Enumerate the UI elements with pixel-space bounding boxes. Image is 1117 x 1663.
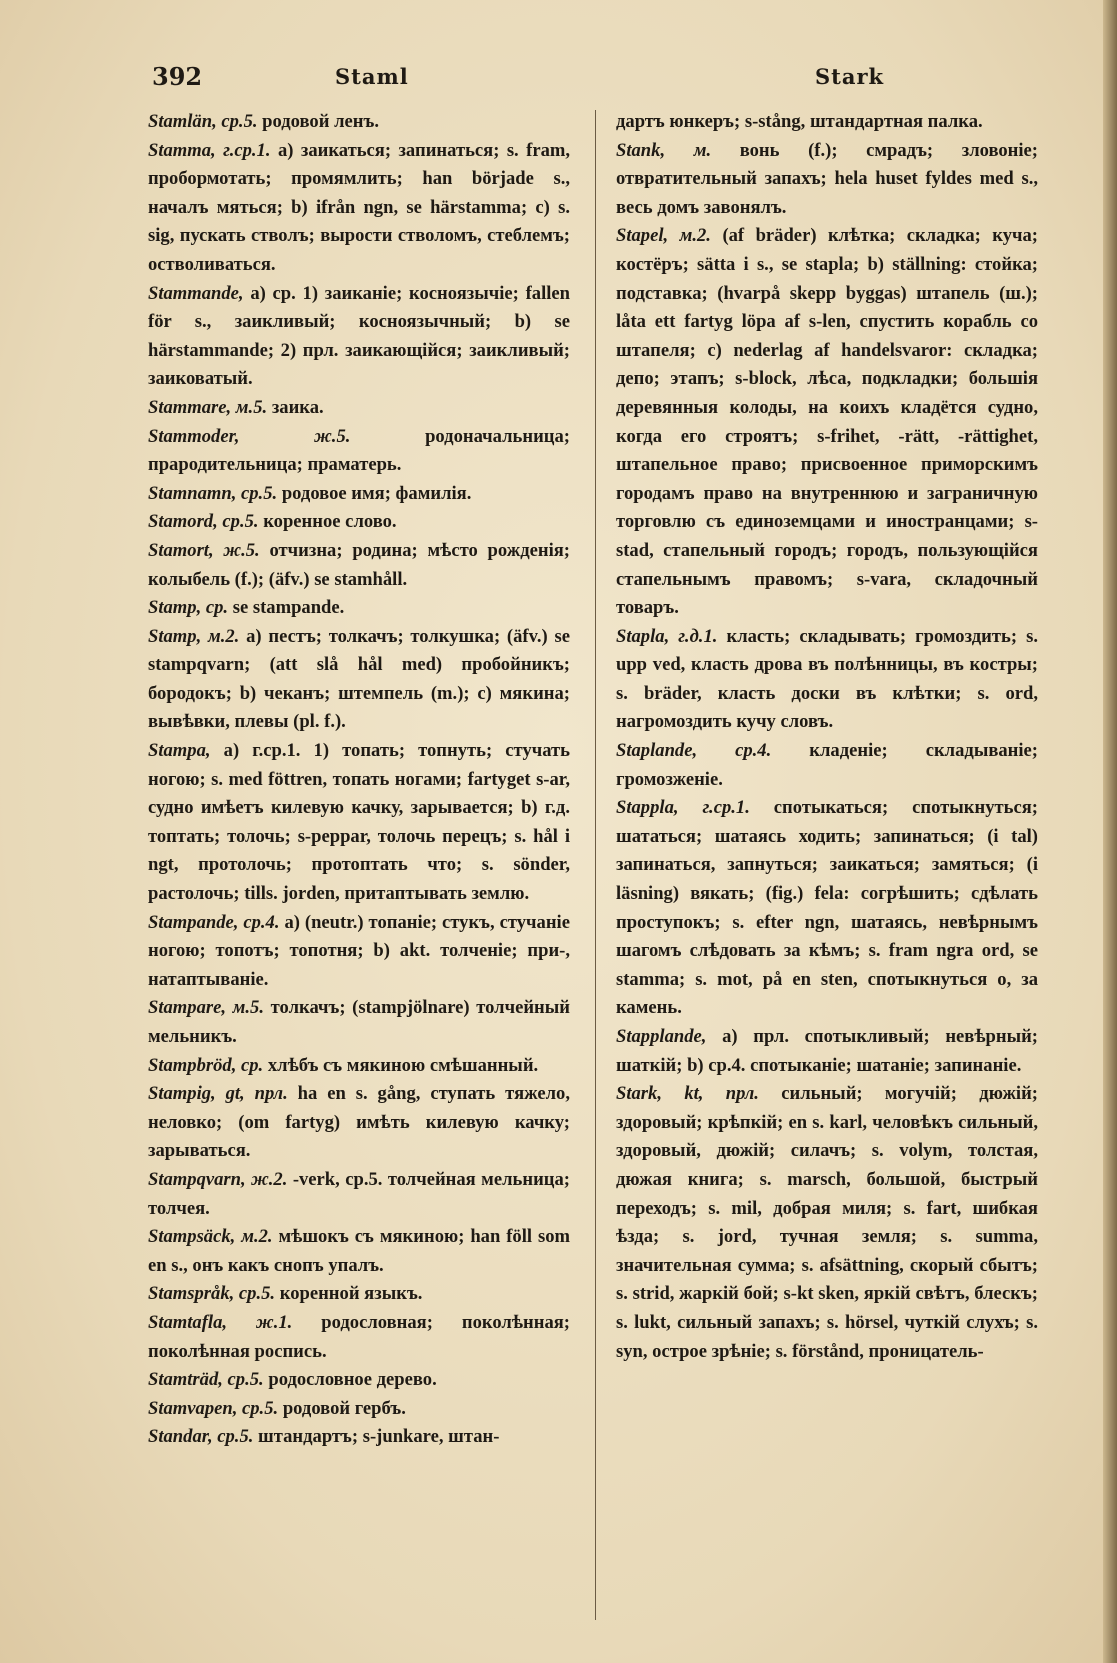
entry-definition: а) заикаться; запинаться; s. fram, пробормотать; промямлить; han började s., началъ мяться; b) ifrån ngn, se härstamma; c) s. sig, пускать стволъ; вырости стволомъ, стеблемъ; остволиваться. bbox=[148, 139, 571, 275]
dictionary-entry bbox=[616, 794, 1038, 1023]
dictionary-entry bbox=[148, 1166, 570, 1223]
dictionary-entry bbox=[148, 508, 570, 537]
entry-definition: ha en s. gång, ступать тяжело, неловко; (om fartyg) имѣть килевую качку; зарываться. bbox=[148, 1083, 570, 1162]
entry-headword: Stamma, г.ср.1. bbox=[148, 139, 271, 161]
entry-headword: Stampare, м.5. bbox=[148, 997, 264, 1019]
dictionary-entry bbox=[148, 1223, 570, 1280]
dictionary-entry bbox=[616, 1080, 1038, 1366]
entry-headword: Stamord, ср.5. bbox=[148, 511, 259, 533]
entry-definition: родоначальница; прародительница; праматерь. bbox=[148, 425, 570, 476]
column-divider bbox=[595, 110, 596, 1620]
entry-headword: Stamp, ср. bbox=[148, 597, 229, 619]
entry-definition: вонь (f.); смрадъ; зловоніе; отвратительный запахъ; hela huset fyldes med s., весь домъ завонялъ. bbox=[616, 139, 1038, 218]
entry-definition: коренной языкъ. bbox=[279, 1283, 423, 1305]
entry-headword: Stampande, ср.4. bbox=[148, 911, 280, 933]
entry-definition: а) (neutr.) топаніе; стукъ, стучаніе ногою; топотъ; топотня; b) akt. толченіе; при-, натаптываніе. bbox=[148, 911, 570, 990]
entry-definition: спотыкаться; спотыкнуться; шататься; шатаясь ходить; запинаться; (i tal) запинаться, запнуться; заикаться; замяться; (i läsning) вякать; (fig.) fela: согрѣшить; сдѣлать проступокъ; s. efter ngn, шатаясь, невѣрнымъ шагомъ слѣдовать за кѣмъ; s. fram ngra ord, se stamma; s. mot, på en sten, спотыкнуться о, за камень. bbox=[616, 797, 1038, 1019]
entry-headword: Stamlän, ср.5. bbox=[148, 111, 258, 132]
entry-headword: Stark, kt, прл. bbox=[616, 1083, 759, 1105]
dictionary-entry bbox=[148, 108, 570, 137]
entry-headword: Stampqvarn, ж.2. bbox=[148, 1168, 288, 1190]
entry-definition: а) пестъ; толкачъ; толкушка; (äfv.) se stampqvarn; (att slå hål med) пробойникъ; бородокъ; b) чеканъ; штемпель (m.); c) мякина; вывѣвки, плевы (pl. f.). bbox=[148, 625, 570, 733]
entry-headword: Stank, м. bbox=[616, 139, 712, 161]
dictionary-entry bbox=[148, 1423, 570, 1452]
entry-headword: Stappla, г.ср.1. bbox=[616, 797, 750, 819]
entry-headword: Staplande, ср.4. bbox=[616, 740, 772, 762]
entry-headword: Stammoder, ж.5. bbox=[148, 425, 351, 447]
page-header bbox=[0, 62, 1117, 102]
dictionary-entry bbox=[148, 480, 570, 509]
dictionary-entry bbox=[616, 737, 1038, 794]
dictionary-entry bbox=[616, 623, 1038, 737]
dictionary-entry bbox=[148, 994, 570, 1051]
entry-definition: а) ср. 1) заиканіе; косноязычіе; fallen för s., заикливый; косноязычный; b) se härstammande; 2) прл. заикающійся; заикливый; заиковатый. bbox=[148, 282, 571, 390]
entry-headword: Stampbröd, ср. bbox=[148, 1054, 264, 1076]
entry-headword: Stampig, gt, прл. bbox=[148, 1083, 288, 1105]
dictionary-entry bbox=[148, 1395, 570, 1424]
entry-definition: заика. bbox=[271, 396, 324, 418]
dictionary-entry bbox=[148, 1080, 570, 1166]
entry-definition: se stampande. bbox=[232, 597, 345, 619]
dictionary-entry bbox=[148, 537, 570, 594]
dictionary-entry bbox=[148, 280, 570, 394]
entry-headword: Stamort, ж.5. bbox=[148, 539, 260, 561]
entry-definition: -verk, ср.5. толчейная мельница; толчея. bbox=[148, 1168, 570, 1219]
entry-headword: Stammare, м.5. bbox=[148, 396, 268, 418]
entry-definition: штандартъ; s-junkare, штан- bbox=[258, 1426, 500, 1448]
left-column bbox=[148, 108, 570, 1452]
entry-headword: Stamvapen, ср.5. bbox=[148, 1397, 279, 1419]
entry-definition: дартъ юнкеръ; s-stång, штандартная палка. bbox=[616, 111, 983, 132]
entry-definition: а) прл. спотыкливый; невѣрный; шаткій; b) ср.4. спотыканіе; шатаніе; запинаніе. bbox=[616, 1026, 1038, 1076]
entry-headword: Stapla, г.д.1. bbox=[616, 625, 718, 647]
entry-definition: сильный; могучій; дюжій; здоровый; крѣпкій; en s. karl, человѣкъ сильный, здоровый, дюжій; силачъ; s. volym, толстая, дюжая книга; s. marsch, большой, быстрый переходъ; s. mil, добрая миля; s. fart, шибкая ѣзда; s. jord, тучная земля; s. summa, значительная сумма; s. afsättning, скорый сбытъ; s. strid, жаркій бой; s-kt sken, яркій свѣтъ, блескъ; s. lukt, сильный запахъ; s. hörsel, чуткій слухъ; s. syn, острое зрѣніе; s. förstånd, проницатель- bbox=[616, 1083, 1038, 1362]
entry-headword: Stamp, м.2. bbox=[148, 625, 240, 647]
entry-definition: (af bräder) клѣтка; складка; куча; костёръ; sätta i s., se stapla; b) ställning: стойка; подставка; (hvarpå skepp byggas) штапель (ш.); låta ett fartyg löpa af s-len, спустить корабль со штапеля; c) nederlag af handelsvaror: складка; депо; этапъ; s-block, лѣса, подкладки; большія деревянныя колоды, на коихъ кладётся судно, когда его строятъ; s-frihet, -rätt, -rättighet, штапельное право; присвоенное приморскимъ городамъ право на внутреннюю и заграничную торговлю съ единоземцами и иностранцами; s-stad, стапельный городъ; городъ, пользующійся стапельнымъ правомъ; s-vara, складочный товаръ. bbox=[616, 225, 1038, 619]
page-number: 392 bbox=[152, 62, 203, 91]
entry-definition: отчизна; родина; мѣсто рожденія; колыбель (f.); (äfv.) se stamhåll. bbox=[148, 539, 571, 590]
entry-definition: родословное дерево. bbox=[268, 1369, 437, 1391]
entry-headword: Stampsäck, м.2. bbox=[148, 1226, 273, 1248]
entry-headword: Stampa, bbox=[148, 740, 211, 762]
dictionary-entry bbox=[148, 594, 570, 623]
dictionary-entry bbox=[148, 423, 570, 480]
entry-headword: Stamträd, ср.5. bbox=[148, 1369, 264, 1391]
entry-definition: кладеніе; складываніе; громозженіе. bbox=[616, 740, 1038, 790]
dictionary-entry bbox=[616, 137, 1038, 223]
entry-headword: Stapel, м.2. bbox=[616, 225, 711, 247]
entry-definition: класть; складывать; громоздить; s. upp ved, класть дрова въ полѣнницы, въ костры; s. bräder, класть доски въ клѣтки; s. ord, нагромоздить кучу словъ. bbox=[616, 625, 1038, 733]
dictionary-entry bbox=[148, 1052, 570, 1081]
dictionary-entry bbox=[148, 1280, 570, 1309]
dictionary-entry bbox=[148, 623, 570, 737]
guide-word-right: Stark bbox=[815, 64, 885, 89]
dictionary-entry bbox=[148, 909, 570, 995]
entry-headword: Stapplande, bbox=[616, 1026, 707, 1047]
book-spine-edge bbox=[1103, 0, 1117, 1663]
right-column bbox=[616, 108, 1038, 1366]
entry-definition: мѣшокъ съ мякиною; han föll som en s., онъ какъ снопъ упалъ. bbox=[148, 1226, 570, 1276]
entry-headword: Stamnamn, ср.5. bbox=[148, 482, 278, 504]
dictionary-entry bbox=[148, 1309, 570, 1366]
dictionary-entry bbox=[148, 394, 570, 423]
dictionary-entry bbox=[148, 137, 570, 280]
entry-definition: родовое имя; фамилія. bbox=[281, 482, 472, 504]
dictionary-entry bbox=[148, 737, 570, 909]
entry-definition: толкачъ; (stampjölnare) толчейный мельникъ. bbox=[148, 997, 570, 1047]
dictionary-entry bbox=[616, 1023, 1038, 1080]
dictionary-entry bbox=[616, 222, 1038, 622]
dictionary-entry bbox=[148, 1366, 570, 1395]
entry-definition: хлѣбъ съ мякиною смѣшанный. bbox=[267, 1054, 539, 1076]
entry-definition: родовой ленъ. bbox=[262, 111, 379, 132]
entry-headword: Stammande, bbox=[148, 282, 244, 304]
entry-definition: а) г.ср.1. 1) топать; топнуть; стучать ногою; s. med föttren, топать ногами; fartyget s-ar, судно имѣетъ килевую качку, зарывается; b) г.д. топтать; толочь; s-peppar, толочь перецъ; s. hål i ngt, протолочь; протоптать что; s. sönder, растолочь; tills. jorden, притаптывать землю. bbox=[148, 740, 571, 905]
entry-definition: родовой гербъ. bbox=[282, 1397, 406, 1419]
entry-headword: Stamspråk, ср.5. bbox=[148, 1283, 276, 1305]
dictionary-entry bbox=[616, 108, 1038, 137]
entry-headword: Stamtafla, ж.1. bbox=[148, 1311, 293, 1333]
entry-definition: коренное слово. bbox=[263, 511, 397, 533]
guide-word-left: Staml bbox=[335, 64, 409, 89]
entry-definition: родословная; поколѣнная; поколѣнная роспись. bbox=[148, 1311, 570, 1362]
entry-headword: Standar, ср.5. bbox=[148, 1426, 254, 1448]
